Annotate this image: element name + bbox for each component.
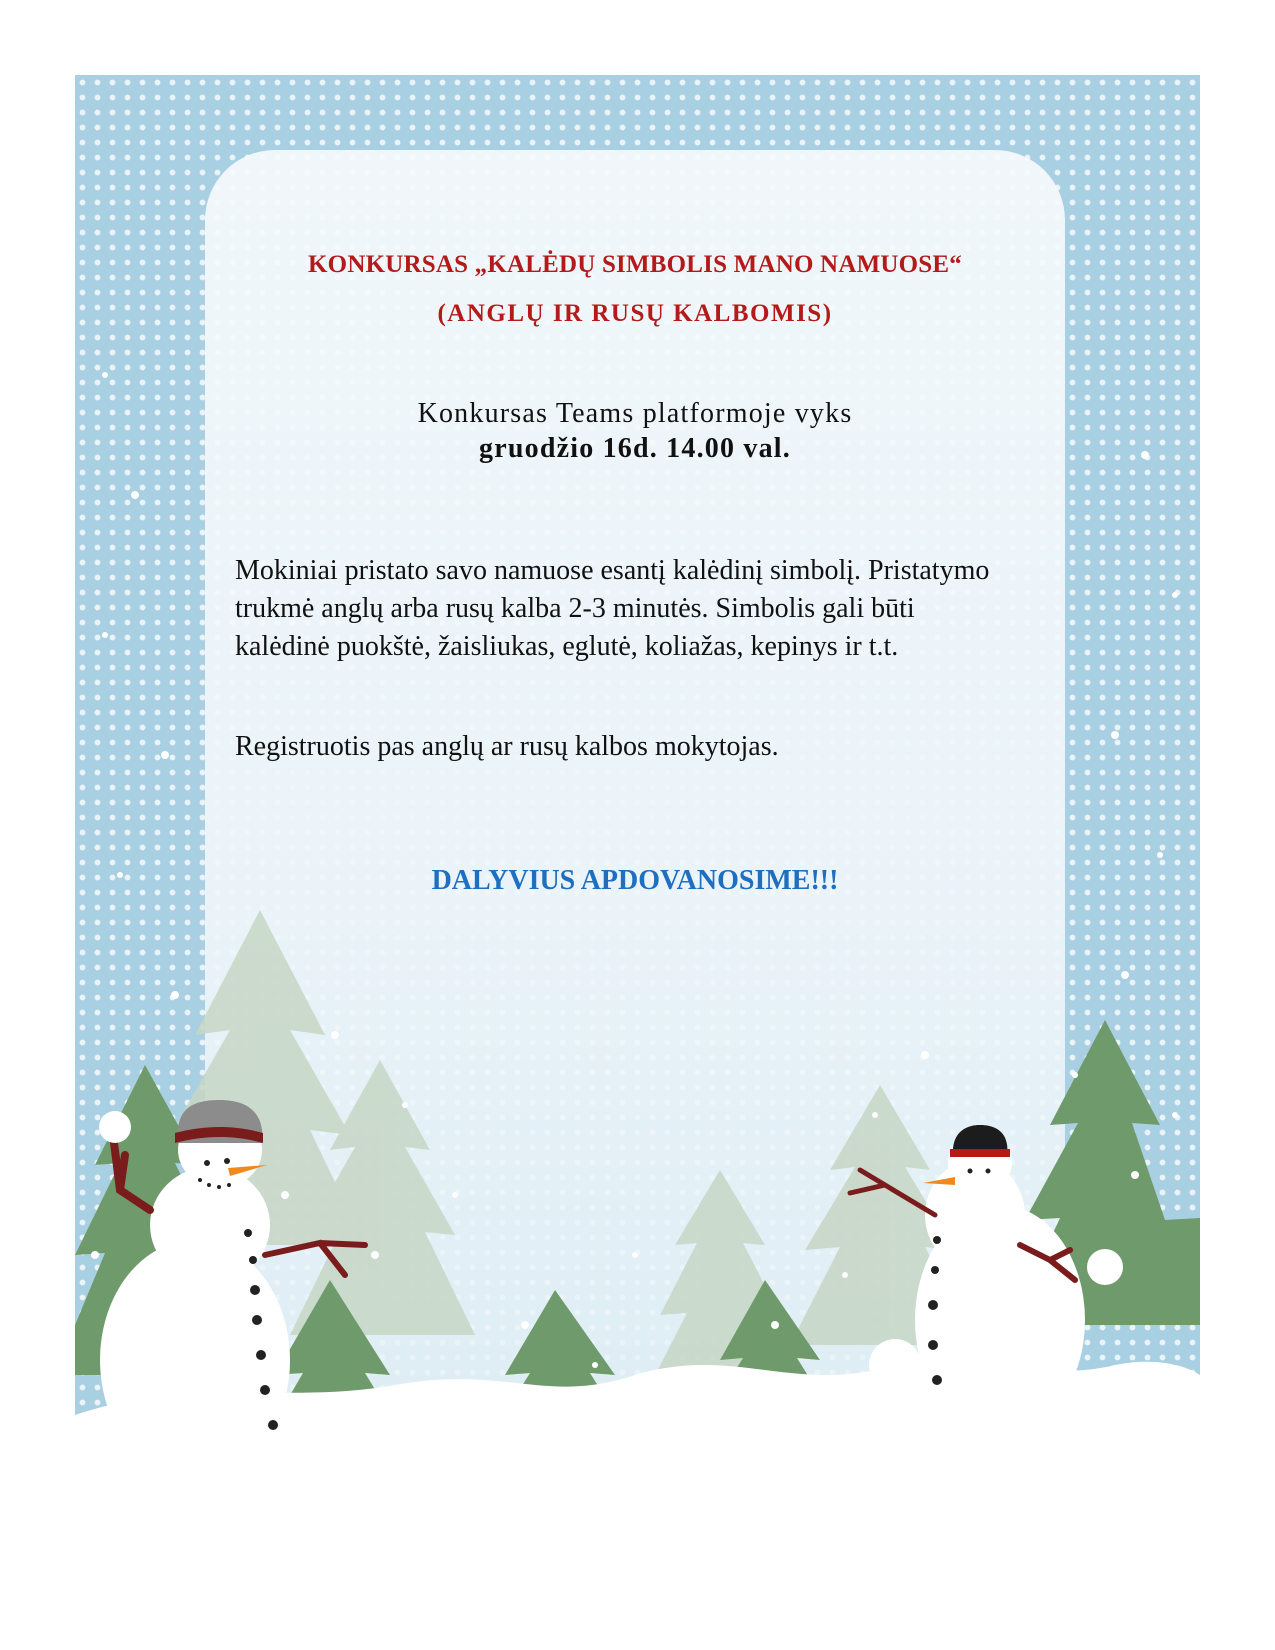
description-paragraph: Mokiniai pristato savo namuose esantį kalėdinį simbolį. Pristatymo trukmė anglų arba rusų kalba 2-3 minutės. Simbolis gali būti kalėdinė puokštė, žaisliukas, eglutė, koliažas, kepinys ir t.t. — [235, 555, 990, 662]
poster-background — [75, 75, 1200, 1555]
schedule-text: Konkursas Teams platformoje vyks — [417, 398, 853, 429]
contest-subtitle: (ANGLŲ IR RUSŲ KALBOMIS) — [437, 300, 833, 327]
schedule-date: gruodžio 16d. 14.00 val. — [479, 433, 791, 464]
award-announcement: DALYVIUS APDOVANOSIME!!! — [431, 865, 839, 896]
contest-title: KONKURSAS „KALĖDŲ SIMBOLIS MANO NAMUOSE“ — [308, 251, 962, 278]
winter-scene — [75, 75, 1200, 1555]
registration-paragraph: Registruotis pas anglų ar rusų kalbos mokytojas. — [235, 731, 779, 762]
